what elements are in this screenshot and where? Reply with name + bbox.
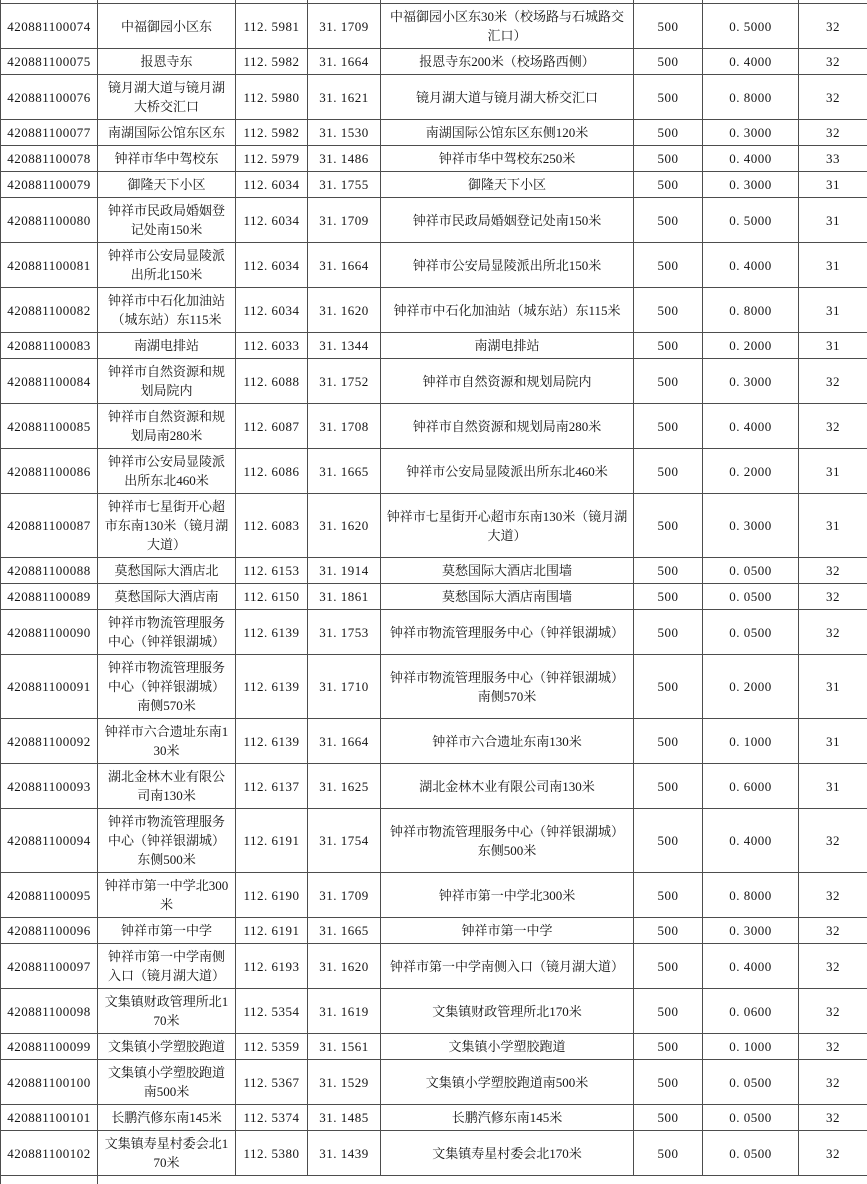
cell-radius: 500 bbox=[634, 989, 703, 1034]
cell-ratio: 0. 2000 bbox=[703, 449, 799, 494]
cell-radius: 500 bbox=[634, 75, 703, 120]
cell-radius: 500 bbox=[634, 610, 703, 655]
cell-latitude: 31. 1753 bbox=[308, 610, 381, 655]
cell-longitude: 112. 6033 bbox=[236, 333, 308, 359]
cell-longitude: 112. 6153 bbox=[236, 558, 308, 584]
cell-radius: 500 bbox=[634, 198, 703, 243]
cell-latitude: 31. 1754 bbox=[308, 809, 381, 873]
cell-code: 32 bbox=[799, 809, 867, 873]
cell-point-id: 420881100076 bbox=[1, 75, 98, 120]
cell-radius: 500 bbox=[634, 1131, 703, 1176]
cell-location-description: 钟祥市自然资源和规划局南280米 bbox=[381, 404, 634, 449]
cell-code: 31 bbox=[799, 288, 867, 333]
cell-location-description: 长鹏汽修东南145米 bbox=[381, 1105, 634, 1131]
cell-radius: 500 bbox=[634, 655, 703, 719]
cell-location-description: 钟祥市六合遗址东南130米 bbox=[381, 719, 634, 764]
cell-point-id: 420881100084 bbox=[1, 359, 98, 404]
cell-point-name: 镜月湖大道与镜月湖大桥交汇口 bbox=[98, 75, 236, 120]
cell-ratio: 0. 0500 bbox=[703, 610, 799, 655]
cell-point-name: 钟祥市公安局显陵派出所东北460米 bbox=[98, 449, 236, 494]
cell-point-name: 钟祥市民政局婚姻登记处南150米 bbox=[98, 198, 236, 243]
cell-latitude: 31. 1664 bbox=[308, 719, 381, 764]
cell-location-description: 御隆天下小区 bbox=[381, 172, 634, 198]
cell-radius: 500 bbox=[634, 1060, 703, 1105]
cell-ratio: 0. 3000 bbox=[703, 172, 799, 198]
cell-point-name: 钟祥市第一中学南侧入口（镜月湖大道） bbox=[98, 944, 236, 989]
cell-code: 32 bbox=[799, 558, 867, 584]
cell-latitude: 31. 1709 bbox=[308, 4, 381, 49]
table-row bbox=[1, 809, 867, 873]
table-row bbox=[1, 1131, 867, 1176]
cell-point-id: 420881100090 bbox=[1, 610, 98, 655]
cell-code: 31 bbox=[799, 449, 867, 494]
cell-location-description: 中福御园小区东30米（校场路与石城路交汇口） bbox=[381, 4, 634, 49]
cell-code: 32 bbox=[799, 944, 867, 989]
cell-ratio: 0. 5000 bbox=[703, 198, 799, 243]
cell-radius: 500 bbox=[634, 1105, 703, 1131]
cell-point-id: 420881100096 bbox=[1, 918, 98, 944]
cell-radius: 500 bbox=[634, 449, 703, 494]
cell-longitude: 112. 6191 bbox=[236, 809, 308, 873]
cell-location-description: 钟祥市七星街开心超市东南130米（镜月湖大道） bbox=[381, 494, 634, 558]
table-row bbox=[1, 449, 867, 494]
cell-location-description: 钟祥市第一中学南侧入口（镜月湖大道） bbox=[381, 944, 634, 989]
cell-location-description: 钟祥市华中驾校东250米 bbox=[381, 146, 634, 172]
table-row bbox=[1, 288, 867, 333]
cell-point-name: 钟祥市中石化加油站（城东站）东115米 bbox=[98, 288, 236, 333]
cell-point-id: 420881100102 bbox=[1, 1131, 98, 1176]
cell-location-description: 文集镇财政管理所北170米 bbox=[381, 989, 634, 1034]
cell-ratio: 0. 3000 bbox=[703, 494, 799, 558]
cell-longitude: 112. 6137 bbox=[236, 764, 308, 809]
cell-code: 31 bbox=[799, 655, 867, 719]
cell-code: 32 bbox=[799, 404, 867, 449]
cell-point-id: 420881100080 bbox=[1, 198, 98, 243]
cell-location-description: 文集镇小学塑胶跑道南500米 bbox=[381, 1060, 634, 1105]
cell-location-description: 莫愁国际大酒店北围墙 bbox=[381, 558, 634, 584]
cell-point-name: 报恩寺东 bbox=[98, 49, 236, 75]
cell-location-description: 钟祥市物流管理服务中心（钟祥银湖城） bbox=[381, 610, 634, 655]
cell-point-name: 钟祥市华中驾校东 bbox=[98, 146, 236, 172]
cell-point-name: 钟祥市第一中学北300米 bbox=[98, 873, 236, 918]
cell-code: 32 bbox=[799, 1034, 867, 1060]
cell-ratio: 0. 0500 bbox=[703, 584, 799, 610]
cell-point-id: 420881100087 bbox=[1, 494, 98, 558]
cell-point-id: 420881100101 bbox=[1, 1105, 98, 1131]
cell-longitude: 112. 6034 bbox=[236, 172, 308, 198]
cell-ratio: 0. 0500 bbox=[703, 1060, 799, 1105]
cell-code: 31 bbox=[799, 333, 867, 359]
cell-longitude: 112. 6190 bbox=[236, 873, 308, 918]
cell-point-name: 钟祥市七星街开心超市东南130米（镜月湖大道） bbox=[98, 494, 236, 558]
cell-code: 32 bbox=[799, 989, 867, 1034]
table-row bbox=[1, 655, 867, 719]
table-row bbox=[1, 719, 867, 764]
cell-ratio: 0. 4000 bbox=[703, 404, 799, 449]
cell-ratio: 0. 4000 bbox=[703, 944, 799, 989]
cell-latitude: 31. 1620 bbox=[308, 944, 381, 989]
cell-radius: 500 bbox=[634, 146, 703, 172]
table-row bbox=[1, 558, 867, 584]
cell-ratio: 0. 0500 bbox=[703, 1105, 799, 1131]
cell-latitude: 31. 1619 bbox=[308, 989, 381, 1034]
table-row bbox=[1, 1105, 867, 1131]
cell-point-id: 420881100100 bbox=[1, 1060, 98, 1105]
cell-ratio: 0. 0500 bbox=[703, 1131, 799, 1176]
cell-point-name: 钟祥市公安局显陵派出所北150米 bbox=[98, 243, 236, 288]
cell-point-id: 420881100083 bbox=[1, 333, 98, 359]
cell-point-id: 420881100086 bbox=[1, 449, 98, 494]
cell-latitude: 31. 1620 bbox=[308, 288, 381, 333]
cell-longitude: 112. 6139 bbox=[236, 719, 308, 764]
cell-location-description: 钟祥市第一中学北300米 bbox=[381, 873, 634, 918]
cell-point-id: 420881100074 bbox=[1, 4, 98, 49]
table-row bbox=[1, 146, 867, 172]
cell-latitude: 31. 1621 bbox=[308, 75, 381, 120]
cell-radius: 500 bbox=[634, 404, 703, 449]
table-row bbox=[1, 404, 867, 449]
cell-code: 31 bbox=[799, 198, 867, 243]
cell-point-id: 420881100075 bbox=[1, 49, 98, 75]
cell-code: 32 bbox=[799, 873, 867, 918]
cell-latitude: 31. 1561 bbox=[308, 1034, 381, 1060]
cell-radius: 500 bbox=[634, 918, 703, 944]
cell-point-name: 钟祥市自然资源和规划局院内 bbox=[98, 359, 236, 404]
cell-longitude: 112. 5982 bbox=[236, 49, 308, 75]
cell-point-name: 莫愁国际大酒店南 bbox=[98, 584, 236, 610]
cell-point-name: 文集镇小学塑胶跑道 bbox=[98, 1034, 236, 1060]
cell-latitude: 31. 1914 bbox=[308, 558, 381, 584]
cell-point-id: 420881100099 bbox=[1, 1034, 98, 1060]
table-row bbox=[1, 918, 867, 944]
cell-radius: 500 bbox=[634, 944, 703, 989]
table-row bbox=[1, 359, 867, 404]
cell-code: 32 bbox=[799, 918, 867, 944]
cell-code: 32 bbox=[799, 120, 867, 146]
cell-point-name: 钟祥市物流管理服务中心（钟祥银湖城）南侧570米 bbox=[98, 655, 236, 719]
cell-ratio: 0. 6000 bbox=[703, 764, 799, 809]
cell-longitude: 112. 5981 bbox=[236, 4, 308, 49]
cell-point-name: 湖北金林木业有限公司南130米 bbox=[98, 764, 236, 809]
cell-location-description: 南湖电排站 bbox=[381, 333, 634, 359]
cell-location-description: 镜月湖大道与镜月湖大桥交汇口 bbox=[381, 75, 634, 120]
cell-radius: 500 bbox=[634, 1034, 703, 1060]
cell-point-name: 南湖电排站 bbox=[98, 333, 236, 359]
cell-point-id: 420881100088 bbox=[1, 558, 98, 584]
table-row bbox=[1, 1034, 867, 1060]
cell-longitude: 112. 6034 bbox=[236, 288, 308, 333]
cell-ratio: 0. 1000 bbox=[703, 1034, 799, 1060]
cell-latitude: 31. 1709 bbox=[308, 873, 381, 918]
cell-point-name: 钟祥市物流管理服务中心（钟祥银湖城） bbox=[98, 610, 236, 655]
cell-point-id: 420881100077 bbox=[1, 120, 98, 146]
cell-latitude: 31. 1439 bbox=[308, 1131, 381, 1176]
cell-radius: 500 bbox=[634, 333, 703, 359]
cell-point-id: 420881100098 bbox=[1, 989, 98, 1034]
cell-location-description: 钟祥市自然资源和规划局院内 bbox=[381, 359, 634, 404]
cell-code: 32 bbox=[799, 1131, 867, 1176]
cell-point-name: 钟祥市物流管理服务中心（钟祥银湖城）东侧500米 bbox=[98, 809, 236, 873]
cell-longitude: 112. 6193 bbox=[236, 944, 308, 989]
table-row bbox=[1, 944, 867, 989]
cell-point-id: 420881100092 bbox=[1, 719, 98, 764]
cell-ratio: 0. 4000 bbox=[703, 49, 799, 75]
cell-ratio: 0. 3000 bbox=[703, 918, 799, 944]
cell-longitude: 112. 6088 bbox=[236, 359, 308, 404]
cell-code: 32 bbox=[799, 4, 867, 49]
cell-point-name: 钟祥市第一中学 bbox=[98, 918, 236, 944]
cell-latitude: 31. 1861 bbox=[308, 584, 381, 610]
cell-ratio: 0. 4000 bbox=[703, 146, 799, 172]
cell-ratio: 0. 8000 bbox=[703, 288, 799, 333]
cell-point-id: 420881100094 bbox=[1, 809, 98, 873]
cell-code: 32 bbox=[799, 49, 867, 75]
cell-radius: 500 bbox=[634, 359, 703, 404]
cell-ratio: 0. 3000 bbox=[703, 120, 799, 146]
cell-longitude: 112. 6150 bbox=[236, 584, 308, 610]
table-row bbox=[1, 584, 867, 610]
cell-point-name: 莫愁国际大酒店北 bbox=[98, 558, 236, 584]
cell-radius: 500 bbox=[634, 719, 703, 764]
cell-longitude: 112. 5367 bbox=[236, 1060, 308, 1105]
cell-longitude: 112. 6139 bbox=[236, 610, 308, 655]
table-row bbox=[1, 4, 867, 49]
table-row bbox=[1, 764, 867, 809]
cell-latitude: 31. 1485 bbox=[308, 1105, 381, 1131]
table-row bbox=[1, 494, 867, 558]
cell-radius: 500 bbox=[634, 120, 703, 146]
cell-code: 33 bbox=[799, 146, 867, 172]
cell-point-id: 420881100093 bbox=[1, 764, 98, 809]
cell-latitude: 31. 1665 bbox=[308, 918, 381, 944]
cell-longitude: 112. 5982 bbox=[236, 120, 308, 146]
cell-radius: 500 bbox=[634, 558, 703, 584]
table-row bbox=[1, 333, 867, 359]
cell-location-description: 钟祥市物流管理服务中心（钟祥银湖城）东侧500米 bbox=[381, 809, 634, 873]
cell-point-id: 420881100085 bbox=[1, 404, 98, 449]
cell-point-id: 420881100097 bbox=[1, 944, 98, 989]
cell-latitude: 31. 1530 bbox=[308, 120, 381, 146]
cell-radius: 500 bbox=[634, 873, 703, 918]
partial-row-bottom bbox=[1, 1176, 867, 1184]
cell-longitude: 112. 6034 bbox=[236, 243, 308, 288]
cell-latitude: 31. 1344 bbox=[308, 333, 381, 359]
cell-code: 32 bbox=[799, 1060, 867, 1105]
cell-ratio: 0. 2000 bbox=[703, 655, 799, 719]
cell-ratio: 0. 3000 bbox=[703, 359, 799, 404]
cell-radius: 500 bbox=[634, 494, 703, 558]
cell-longitude: 112. 6083 bbox=[236, 494, 308, 558]
cell-latitude: 31. 1529 bbox=[308, 1060, 381, 1105]
cell-ratio: 0. 8000 bbox=[703, 873, 799, 918]
table-row bbox=[1, 1060, 867, 1105]
cell-ratio: 0. 0600 bbox=[703, 989, 799, 1034]
cell-location-description: 钟祥市公安局显陵派出所北150米 bbox=[381, 243, 634, 288]
cell-latitude: 31. 1664 bbox=[308, 49, 381, 75]
cell-latitude: 31. 1625 bbox=[308, 764, 381, 809]
cell-location-description: 文集镇小学塑胶跑道 bbox=[381, 1034, 634, 1060]
cell-radius: 500 bbox=[634, 243, 703, 288]
cell-latitude: 31. 1664 bbox=[308, 243, 381, 288]
cell-code: 31 bbox=[799, 172, 867, 198]
cell-code: 32 bbox=[799, 359, 867, 404]
cell-location-description: 莫愁国际大酒店南围墙 bbox=[381, 584, 634, 610]
cell-latitude: 31. 1752 bbox=[308, 359, 381, 404]
cell-code: 32 bbox=[799, 75, 867, 120]
cell-longitude: 112. 6034 bbox=[236, 198, 308, 243]
cell-location-description: 钟祥市中石化加油站（城东站）东115米 bbox=[381, 288, 634, 333]
cell-point-name: 长鹏汽修东南145米 bbox=[98, 1105, 236, 1131]
cell-longitude: 112. 5980 bbox=[236, 75, 308, 120]
cell-point-id: 420881100078 bbox=[1, 146, 98, 172]
cell-location-description: 报恩寺东200米（校场路西侧） bbox=[381, 49, 634, 75]
cell-radius: 500 bbox=[634, 49, 703, 75]
cell-point-name: 钟祥市六合遗址东南130米 bbox=[98, 719, 236, 764]
cell-code: 31 bbox=[799, 494, 867, 558]
cell-point-name: 南湖国际公馆东区东 bbox=[98, 120, 236, 146]
cell-latitude: 31. 1710 bbox=[308, 655, 381, 719]
cell-point-id: 420881100079 bbox=[1, 172, 98, 198]
cell-point-id: 420881100081 bbox=[1, 243, 98, 288]
cell-location-description: 南湖国际公馆东区东侧120米 bbox=[381, 120, 634, 146]
cell-code: 32 bbox=[799, 610, 867, 655]
cell-point-name: 文集镇寿星村委会北170米 bbox=[98, 1131, 236, 1176]
cell-longitude: 112. 5380 bbox=[236, 1131, 308, 1176]
cell-longitude: 112. 6139 bbox=[236, 655, 308, 719]
cell-point-id: 420881100089 bbox=[1, 584, 98, 610]
cell-ratio: 0. 8000 bbox=[703, 75, 799, 120]
table-row bbox=[1, 243, 867, 288]
cell-point-name: 文集镇小学塑胶跑道南500米 bbox=[98, 1060, 236, 1105]
cell-ratio: 0. 4000 bbox=[703, 809, 799, 873]
cell-point-name: 中福御园小区东 bbox=[98, 4, 236, 49]
cell-point-name: 御隆天下小区 bbox=[98, 172, 236, 198]
cell-longitude: 112. 6191 bbox=[236, 918, 308, 944]
cell-latitude: 31. 1620 bbox=[308, 494, 381, 558]
cell-longitude: 112. 6087 bbox=[236, 404, 308, 449]
cell-radius: 500 bbox=[634, 288, 703, 333]
cell-code: 31 bbox=[799, 719, 867, 764]
cell-code: 31 bbox=[799, 243, 867, 288]
cell-radius: 500 bbox=[634, 764, 703, 809]
table-row bbox=[1, 198, 867, 243]
cell-latitude: 31. 1486 bbox=[308, 146, 381, 172]
table-row bbox=[1, 610, 867, 655]
cell-ratio: 0. 1000 bbox=[703, 719, 799, 764]
cell-longitude: 112. 5374 bbox=[236, 1105, 308, 1131]
cell-point-name: 文集镇财政管理所北170米 bbox=[98, 989, 236, 1034]
cell-point-name: 钟祥市自然资源和规划局南280米 bbox=[98, 404, 236, 449]
cell-location-description: 钟祥市公安局显陵派出所东北460米 bbox=[381, 449, 634, 494]
table-row bbox=[1, 120, 867, 146]
cell-longitude: 112. 5354 bbox=[236, 989, 308, 1034]
cell-ratio: 0. 0500 bbox=[703, 558, 799, 584]
cell-latitude: 31. 1708 bbox=[308, 404, 381, 449]
cell-location-description: 湖北金林木业有限公司南130米 bbox=[381, 764, 634, 809]
table-row bbox=[1, 873, 867, 918]
cell-point-id: 420881100095 bbox=[1, 873, 98, 918]
cell-radius: 500 bbox=[634, 809, 703, 873]
cell-latitude: 31. 1665 bbox=[308, 449, 381, 494]
cell-location-description: 文集镇寿星村委会北170米 bbox=[381, 1131, 634, 1176]
cell-radius: 500 bbox=[634, 584, 703, 610]
table-row bbox=[1, 989, 867, 1034]
cell-code: 31 bbox=[799, 764, 867, 809]
table-row bbox=[1, 75, 867, 120]
cell-point-id: 420881100082 bbox=[1, 288, 98, 333]
cell-ratio: 0. 2000 bbox=[703, 333, 799, 359]
cell-location-description: 钟祥市第一中学 bbox=[381, 918, 634, 944]
cell-longitude: 112. 5979 bbox=[236, 146, 308, 172]
cell-longitude: 112. 6086 bbox=[236, 449, 308, 494]
cell-ratio: 0. 4000 bbox=[703, 243, 799, 288]
cell-radius: 500 bbox=[634, 4, 703, 49]
cell-point-id: 420881100091 bbox=[1, 655, 98, 719]
table-row bbox=[1, 172, 867, 198]
table-body bbox=[1, 0, 867, 1184]
table-row bbox=[1, 49, 867, 75]
cell-latitude: 31. 1755 bbox=[308, 172, 381, 198]
cell-radius: 500 bbox=[634, 172, 703, 198]
cell-longitude: 112. 5359 bbox=[236, 1034, 308, 1060]
cell-code: 32 bbox=[799, 1105, 867, 1131]
cell-location-description: 钟祥市物流管理服务中心（钟祥银湖城）南侧570米 bbox=[381, 655, 634, 719]
cell-latitude: 31. 1709 bbox=[308, 198, 381, 243]
cell-code: 32 bbox=[799, 584, 867, 610]
cell-location-description: 钟祥市民政局婚姻登记处南150米 bbox=[381, 198, 634, 243]
cell-ratio: 0. 5000 bbox=[703, 4, 799, 49]
